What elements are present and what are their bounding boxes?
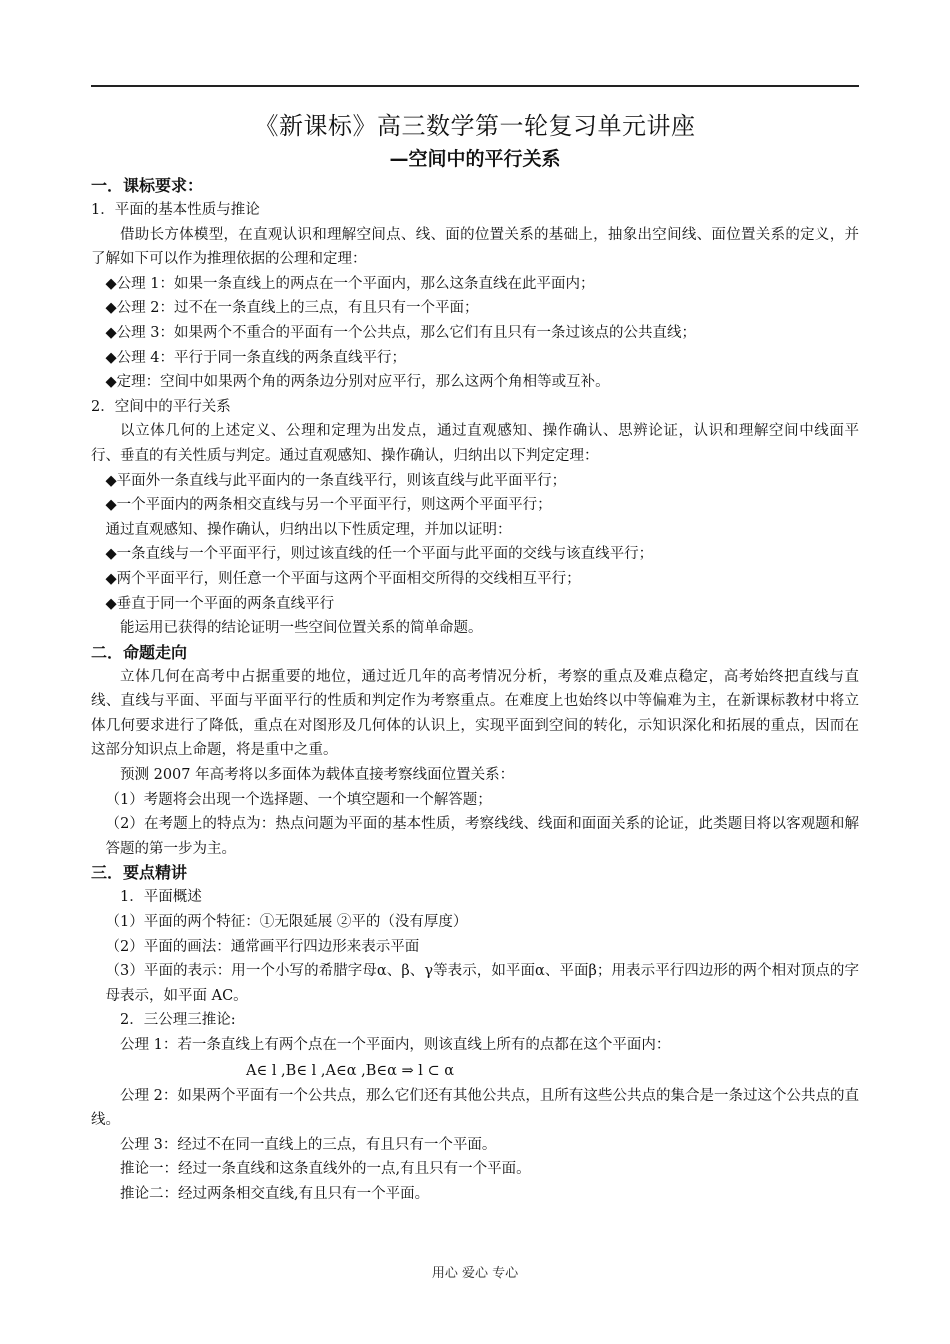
bullet-item: ◆一个平面内的两条相交直线与另一个平面平行，则这两个平面平行；	[105, 497, 552, 514]
paragraph: 公理 1：若一条直线上有两个点在一个平面内，则该直线上所有的点都在这个平面内：	[120, 1037, 671, 1053]
section-heading-2: 二．命题走向	[91, 642, 188, 662]
paragraph: （2）在考题上的特点为：热点问题为平面的基本性质，考察线线、线面和面面关系的论证，此类题目将以客观题和解答题的第一步为主。	[105, 816, 859, 857]
paragraph: （1）平面的两个特征：①无限延展 ②平的（没有厚度）	[105, 914, 468, 931]
section-heading-3: 三．要点精讲	[91, 863, 188, 883]
bullet-item: ◆公理 2：过不在一条直线上的三点，有且只有一个平面；	[105, 300, 479, 317]
bullet-item: ◆公理 4：平行于同一条直线的两条直线平行；	[105, 349, 406, 366]
paragraph: （1）考题将会出现一个选择题、一个填空题和一个解答题；	[105, 791, 492, 808]
subheading: 1．平面概述	[120, 889, 202, 906]
page-footer: 用心 爱心 专心	[431, 1266, 519, 1281]
paragraph: （3）平面的表示：用一个小写的希腊字母α、β、γ等表示，如平面α、平面β；用表示平行四边形的两个相对顶点的字母表示，如平面 AC。	[105, 963, 859, 1004]
paragraph: 推论二：经过两条相交直线,有且只有一个平面。	[120, 1185, 430, 1202]
document-body	[91, 108, 859, 1207]
paragraph: （2）平面的画法：通常画平行四边形来表示平面	[105, 938, 420, 955]
paragraph: 借助长方体模型，在直观认识和理解空间点、线、面的位置关系的基础上，抽象出空间线、面位置关系的定义，并了解如下可以作为推理依据的公理和定理：	[91, 226, 859, 268]
subheading: 2．三公理三推论:	[120, 1012, 236, 1029]
paragraph: 推论一：经过一条直线和这条直线外的一点,有且只有一个平面。	[120, 1161, 531, 1178]
bullet-item: ◆两个平面平行，则任意一个平面与这两个平面相交所得的交线相互平行；	[105, 570, 581, 587]
subheading: 1．平面的基本性质与推论	[91, 202, 260, 218]
paragraph: 立体几何在高考中占据重要的地位，通过近几年的高考情况分析，考察的重点及难点稳定，高考始终把直线与直线、直线与平面、平面与平面平行的性质和判定作为考察重点。在难度上也始终以中等偏难为主，在新课标教材中将立体几何要求进行了降低，重点在对图形及几何体的认识上，实现平面到空间的转化，示知识深化和拓展的重点，因而在这部分知识点上命题，将是重中之重。	[91, 668, 859, 759]
section-heading-1: 一．课标要求：	[91, 176, 204, 195]
bullet-item: ◆定理：空间中如果两个角的两条边分别对应平行，那么这两个角相等或互补。	[105, 374, 610, 391]
page-subtitle: —空间中的平行关系	[389, 148, 561, 170]
paragraph: 公理 3：经过不在同一直线上的三点，有且只有一个平面。	[120, 1136, 497, 1153]
formula: A∈ l ,B∈ l ,A∈α ,B∈α ⇒ l ⊂ α	[246, 1062, 455, 1079]
paragraph: 通过直观感知、操作确认，归纳出以下性质定理，并加以证明：	[105, 521, 512, 538]
paragraph: 预测 2007 年高考将以多面体为载体直接考察线面位置关系：	[120, 767, 515, 784]
paragraph: 能运用已获得的结论证明一些空间位置关系的简单命题。	[120, 620, 483, 637]
paragraph: 公理 2：如果两个平面有一个公共点，那么它们还有其他公共点，且所有这些公共点的集合是一条过这个公共点的直线。	[91, 1087, 859, 1129]
header-rule	[91, 85, 859, 87]
bullet-item: ◆公理 3：如果两个不重合的平面有一个公共点，那么它们有且只有一条过该点的公共直线；	[105, 324, 696, 341]
bullet-item: ◆平面外一条直线与此平面内的一条直线平行，则该直线与此平面平行；	[105, 472, 567, 489]
paragraph: 以立体几何的上述定义、公理和定理为出发点，通过直观感知、操作确认、思辨论证，认识和理解空间中线面平行、垂直的有关性质与判定。通过直观感知、操作确认，归纳出以下判定定理：	[91, 423, 859, 464]
bullet-item: ◆垂直于同一个平面的两条直线平行	[105, 595, 335, 612]
bullet-item: ◆公理 1：如果一条直线上的两点在一个平面内，那么这条直线在此平面内；	[105, 275, 595, 292]
subheading: 2．空间中的平行关系	[91, 398, 231, 415]
bullet-item: ◆一条直线与一个平面平行，则过该直线的任一个平面与此平面的交线与该直线平行；	[105, 546, 654, 563]
page-title: 《新课标》高三数学第一轮复习单元讲座	[254, 112, 696, 140]
